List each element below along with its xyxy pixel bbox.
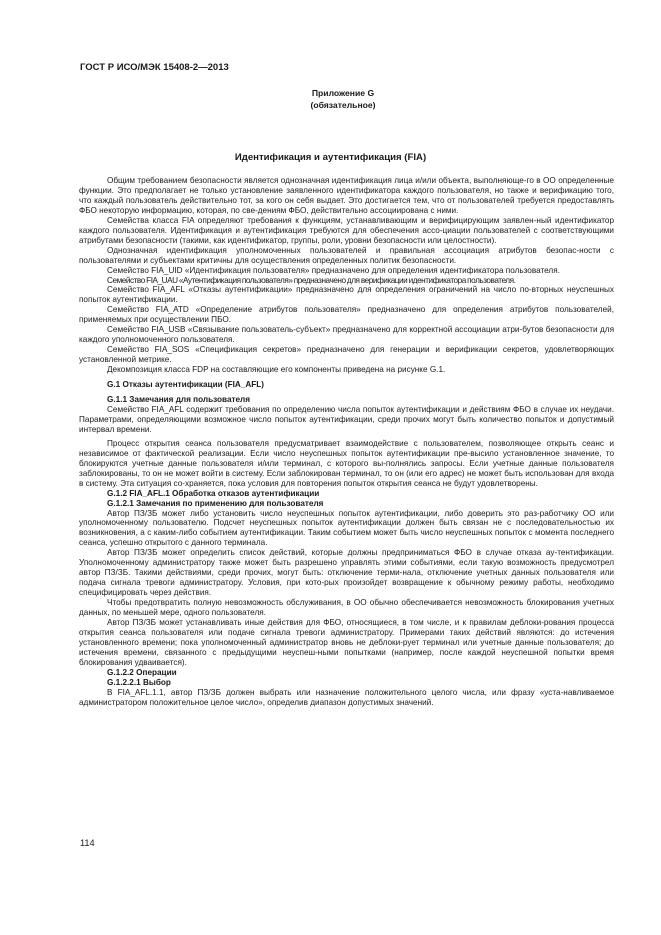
heading-g12: G.1.2 FIA_AFL.1 Обработка отказов аутентификации: [107, 488, 320, 498]
paragraph: Общим требованием безопасности является однозначная идентификация лица и/или объекта, выполняюще-го в ОО определенные функции. Это предполагает не только установление заявленного идентификатора каждого пользователя, но также и верификацию того, что каждый пользователь действительно тот, за кого он себя выдает. Это достигается тем, что от пользователей требуется предоставлять ФБО некоторую информацию, которая, по све-дениям ФБО, действительно ассоциирована с ними.: [79, 176, 614, 215]
paragraph: В FIA_AFL.1.1, автор ПЗ/ЗБ должен выбрать или назначение положительного целого числа, или фразу «уста-навливаемое администратором положительное целое число», определив диапазон допустимых значений.: [79, 687, 614, 707]
paragraph: Семейство FIA_ATD «Определение атрибутов пользователя» предназначено для определения атрибутов пользователей, применяемых при осуществлении ПБО.: [79, 305, 614, 325]
paragraph: Семейство FIA_SOS «Спецификация секретов» предназначено для генерации и верификации секретов, удовлетворяющих установленной метрике.: [79, 345, 614, 365]
heading-g11: G.1.1 Замечания для пользователя: [107, 395, 251, 405]
paragraph: Семейство FIA_UID «Идентификация пользователя» предназначено для определения идентификатора пользователя.: [107, 265, 560, 275]
paragraph: Процесс открытия сеанса пользователя предусматривает взаимодействие с пользователем, позволяющее открыть сеанс и независимое от фактической реализации. Если число неуспешных попыток аутентификации пре-высило установленное значение, то блокируются учетные данные пользователя и/или терминал, с которого вы-полнялись запросы. Если учетные данные пользователя заблокированы, то он не может войти в систему. Если заблокирован терминал, то он (или его адрес) не может быть использован для входа в систему. Эта ситуация со-храняется, пока условия для повторения попыток открытия сеанса не будут удовлетворены.: [79, 438, 614, 488]
body-text: [79, 176, 614, 708]
heading-g1221: G.1.2.2.1 Выбор: [107, 677, 171, 687]
paragraph: Семейство FIA_AFL содержит требования по определению числа попыток аутентификации и действиям ФБО в случае их неудачи. Параметрами, определяющими возможное число попыток аутентификации, среди прочих могут быть количество попыток и допустимый интервал времени.: [79, 404, 614, 434]
paragraph: Автор ПЗ/ЗБ может либо установить число неуспешных попыток аутентификации, либо доверить это раз-работчику ОО или уполномоченному пользователю. Подсчет неуспешных попыток аутентификации должен быть связан не с последовательностью их возникновения, а с каким-либо событием аутентификации. Таким событием может быть число неуспешных попыток с момента последнего сеанса, успешно открытого с данного терминала.: [79, 508, 614, 548]
heading-g122: G.1.2.2 Операции: [107, 667, 177, 677]
annex-heading: [300, 88, 386, 111]
paragraph: Семейство FIA_USB «Связывание пользователь-субъект» предназначено для корректной ассоциации атри-бутов безопасности для каждого уполномоченного пользователя.: [79, 325, 614, 345]
annex-status: (обязательное): [310, 99, 376, 110]
standard-header: ГОСТ Р ИСО/МЭК 15408-2—2013: [80, 62, 229, 73]
heading-g1: G.1 Отказы аутентификации (FIA_AFL): [107, 380, 265, 390]
paragraph: Декомпозиция класса FDP на составляющие его компоненты приведена на рисунке G.1.: [107, 365, 446, 375]
paragraph: Автор ПЗ/ЗБ может определить список действий, которые должны предприниматься ФБО в случае отказа ау-тентификации. Уполномоченному администратору также может быть разрешено управлять этими событиями, если такую возможность предусмотрел автор ПЗ/ЗБ. Такими действиями, среди прочих, могут быть: отключение терми-нала, отключение учетных данных пользователя или подача сигнала тревоги администратору. Условия, при кото-рых произойдет возвращение к обычному режиму работы, необходимо специфицировать через действия.: [79, 548, 614, 598]
paragraph: Автор ПЗ/ЗБ может устанавливать иные действия для ФБО, относящиеся, в том числе, и к правилам деблоки-рования процесса открытия сеанса пользователя или подаче сигнала тревоги администратору. Примерами таких действий являются: до истечения установленного времени; пока уполномоченный администратор вновь не деблоки-рует терминал или учетные данные пользователя; до истечения времени, связанного с предыдущими неуспеш-ными попытками (например, после каждой неуспешной попытки время блокирования удваивается).: [79, 617, 614, 667]
section-title: Идентификация и аутентификация (FIA): [234, 152, 427, 163]
paragraph: Семейство FIA_AFL «Отказы аутентификации» предназначено для определения ограничений на число по-вторных неуспешных попыток аутентификации.: [79, 285, 614, 305]
paragraph: Чтобы предотвратить полную невозможность обслуживания, в ОО обычно обеспечивается невозможность блокирования учетных данных, по меньшей мере, одного пользователя.: [79, 598, 614, 618]
paragraph: Семейства класса FIA определяют требования к функциям, устанавливающим и верифицирующим заявлен-ный идентификатор каждого пользователя. Идентификация и аутентификация требуются для обеспечения ассо-циации пользователей с соответствующими атрибутами безопасности (такими, как идентификатор, группы, роли, уровни безопасности или целостности).: [79, 215, 614, 245]
heading-g121: G.1.2.1 Замечания по применению для пользователя: [107, 498, 324, 508]
annex-title: Приложение G: [311, 88, 375, 98]
paragraph: Однозначная идентификация уполномоченных пользователей и правильная ассоциация атрибутов безопас-ности с пользователями и субъектами критичны для осуществления определенных политик безопасности.: [79, 245, 614, 265]
page-number: 114: [80, 838, 95, 848]
paragraph: Семейство FIA_UAU «Аутентификация пользователя» предназначено для верификации идентификатора пользователя.: [107, 275, 516, 285]
